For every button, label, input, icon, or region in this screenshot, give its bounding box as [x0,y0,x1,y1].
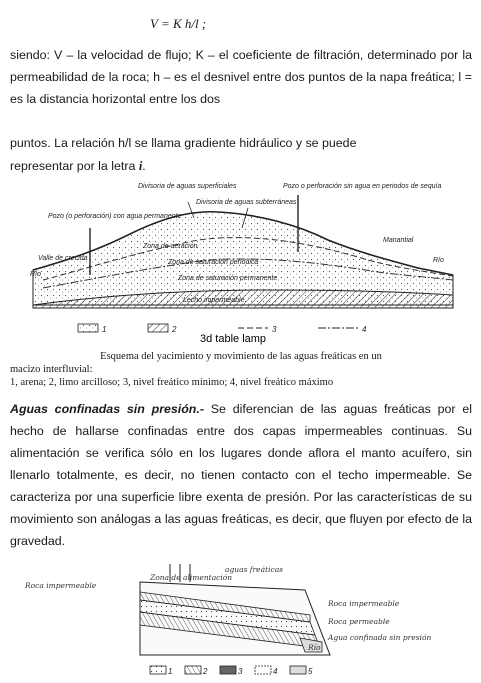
label-pozo-permanente: Pozo (o perforación) con agua permanente [48,213,182,220]
fig2-legend-3: 3 [238,667,243,676]
label-manantial: Manantial [383,237,414,244]
formula: V = K h/l ; [150,16,207,31]
paragraph-3: representar por la letra i. [10,159,146,173]
label-rio-left: Río [30,271,41,278]
paragraph-4-body: Se diferencian de las aguas freáticas por el hecho de hallarse confinadas entre dos capas impermeables continuas. Su alimentación se verifica sólo en los lugares donde aflora el manto acuífero, sin llenarlo totalmente, es decir, no tienen contacto con el techo impermeable. Se caracteriza por una superficie libre exenta de presión. Por las características de su movimiento son análogas a las aguas freáticas, es decir, que fluyen por efecto de la gravedad. [10,402,473,548]
fig2-legend-swatch-4 [255,666,271,674]
fig2-legend-1: 1 [168,667,173,676]
legend-2: 2 [172,325,177,334]
fig2-left-note: Roca impermeable [25,581,97,590]
fig2-legend-swatch-2 [185,666,201,674]
label-zona-periodica: Zona de saturación periódica [168,259,259,266]
fig2-r3: Agua confinada sin presión [328,633,432,642]
paragraph-2: puntos. La relación h/l se llama gradiente hidráulico y se puede [10,136,357,150]
fig2-legend-swatch-5 [290,666,306,674]
legend-swatch-arena [78,324,98,332]
label-zona-aeracion: Zona de aeración [143,243,198,250]
variable-i: i [138,159,143,173]
figure-confined-water [10,560,475,680]
fig2-legend-swatch-3 [220,666,236,674]
legend-3: 3 [272,325,277,334]
overlay-label: 3d table lamp [200,333,267,345]
fig2-legend-4: 4 [273,667,278,676]
legend-swatch-limo [148,324,168,332]
fig2-aguas: aguas freáticas [225,565,284,574]
paragraph-3-text: representar por la letra [10,159,136,173]
label-valle: Valle de crecida [38,255,88,262]
legend-4: 4 [362,325,367,334]
heading-aguas-confinadas: Aguas confinadas sin presión.- [10,402,204,416]
label-rio-right: Río [433,257,444,264]
figure-aquifer-scheme [28,180,458,340]
legend-1: 1 [102,325,107,334]
label-pozo-sequia: Pozo o perforación sin agua en periodos de sequía [283,183,442,190]
fig2-r1: Roca impermeable [328,599,400,608]
caption-line-2: macizo interfluvial: [10,364,93,375]
fig2-rio: Río [308,643,321,652]
paragraph-4 [10,398,472,552]
fig2-legend-swatch-1 [150,666,166,674]
fig2-zona: Zona de alimentación [150,573,233,582]
label-divisoria-sub: Divisoria de aguas subterráneas [196,199,297,206]
fig2-r2: Roca permeable [328,617,390,626]
label-zona-permanente: Zona de saturación permanente [178,275,278,282]
caption-line-3: 1, arena; 2, limo arcilloso; 3, nivel freático mínimo; 4, nivel freático máximo [10,377,334,388]
paragraph-1: siendo: V – la velocidad de flujo; K – el coeficiente de filtración, determinado por la permeabilidad de la roca; h – es el desnivel entre dos puntos de la napa freática; l = es la distancia horizontal entre los dos [10,48,472,106]
label-lecho: Lecho impermeable [183,297,245,304]
caption-line-1: Esquema del yacimiento y movimiento de las aguas freáticas en un [100,351,382,362]
fig2-legend-2: 2 [203,667,208,676]
label-divisoria-sup: Divisoria de aguas superficiales [138,183,237,190]
fig2-legend-5: 5 [308,667,313,676]
